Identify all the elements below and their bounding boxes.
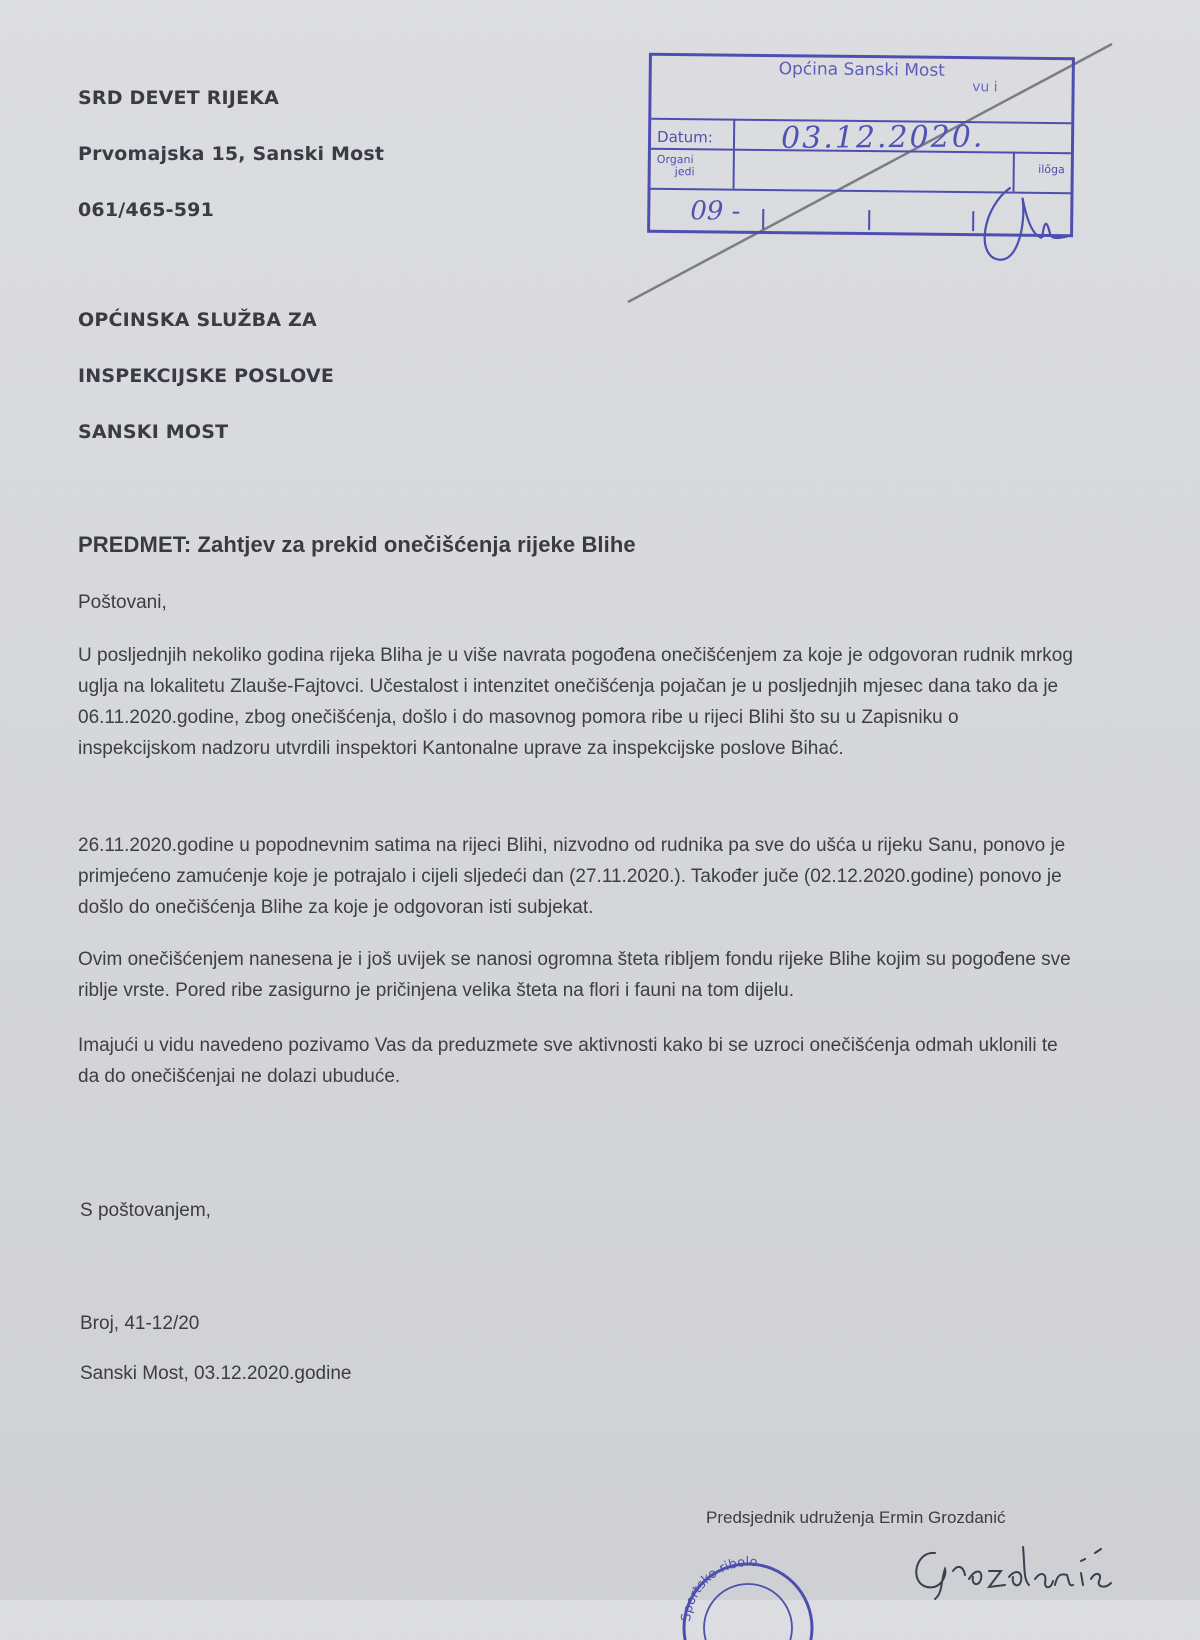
stamp-title: Općina Sanski Most xyxy=(778,59,946,81)
stamp-divider xyxy=(762,209,764,229)
sender-block xyxy=(78,84,384,252)
sender-address: Prvomajska 15, Sanski Most xyxy=(78,143,385,165)
stamp-attachment-label: ilőga xyxy=(1038,162,1065,177)
recipient-line-2: INSPEKCIJSKE POSLOVE xyxy=(78,365,335,387)
letter-paragraph-2: 26.11.2020.godine u popodnevnim satima na rijeci Blihi, nizvodno od rudnika pa sve do ušća u rijeku Sanu, ponovo je primjećeno zamućenje koje je potrajalo i cijeli sljedeći dan (27.11.2020.). Također juče (02.12.2020.godine) ponovo je došlo do onečišćenja Blihe za koje je odgovoran isti subjekat. xyxy=(78,835,1066,918)
stamp-title-fragment: vu i xyxy=(972,79,998,96)
place-date: Sanski Most, 03.12.2020.godine xyxy=(80,1363,352,1384)
stamp-divider xyxy=(733,119,735,149)
stamp-divider xyxy=(733,149,735,189)
stamp-initials-scribble xyxy=(972,177,1073,268)
stamp-number-value: 09 - xyxy=(690,196,741,227)
letter-closing: S poštovanjem, xyxy=(80,1200,211,1221)
sender-name: SRD DEVET RIJEKA xyxy=(78,87,280,109)
stamp-date-label: Datum: xyxy=(656,127,713,147)
sender-phone: 061/465-591 xyxy=(78,199,215,221)
letter-greeting: Poštovani, xyxy=(78,592,167,613)
association-seal xyxy=(672,1530,822,1640)
stamp-date-value: 03.12.2020. xyxy=(780,119,985,156)
letter-subject: PREDMET: Zahtjev za prekid onečišćenja rijeke Blihe xyxy=(78,532,636,557)
reference-number: Broj, 41-12/20 xyxy=(80,1313,200,1334)
seal-text: Sportsko ribolo xyxy=(678,1554,758,1623)
letter-paragraph-1: U posljednjih nekoliko godina rijeka Bliha je u više navrata pogođena onečišćenjem za koje je odgovoran rudnik mrkog uglja na lokalitetu Zlauše-Fajtovci. Učestalost i intenzitet onečišćenja pojačan je u posljednjih mjesec dana tako da je 06.11.2020.godine, zbog onečišćenja, došlo i do masovnog pomora ribe u rijeci Blihi što su u Zapisniku o inspekcijskom nadzoru utvrdili inspektori Kantonalne uprave za inspekcijske poslove Bihać. xyxy=(78,645,1073,759)
handwritten-signature xyxy=(905,1535,1145,1600)
letter-paragraph-4: Imajući u vidu navedeno pozivamo Vas da preduzmete sve aktivnosti kako bi se uzroci onečišćenja odmah uklonili te da do onečišćenjai ne dolazi ubuduće. xyxy=(78,1035,1058,1087)
stamp-divider xyxy=(868,210,870,230)
signatory-name: Predsjednik udruženja Ermin Grozdanić xyxy=(706,1508,1006,1527)
stamp-org-label: Organi jedi xyxy=(656,152,695,179)
recipient-line-1: OPĆINSKA SLUŽBA ZA xyxy=(78,309,317,331)
registration-stamp xyxy=(647,53,1075,237)
svg-text:Sportsko ribolo xyxy=(679,1555,758,1623)
recipient-block xyxy=(78,306,334,474)
letter-paragraph-3: Ovim onečišćenjem nanesena je i još uvijek se nanosi ogromna šteta ribljem fondu rijeke Blihe kojim su pogođene sve riblje vrste. Pored ribe zasigurno je pričinjena velika šteta na flori i fauni na tom dijelu. xyxy=(78,949,1071,1001)
recipient-line-3: SANSKI MOST xyxy=(78,421,229,443)
